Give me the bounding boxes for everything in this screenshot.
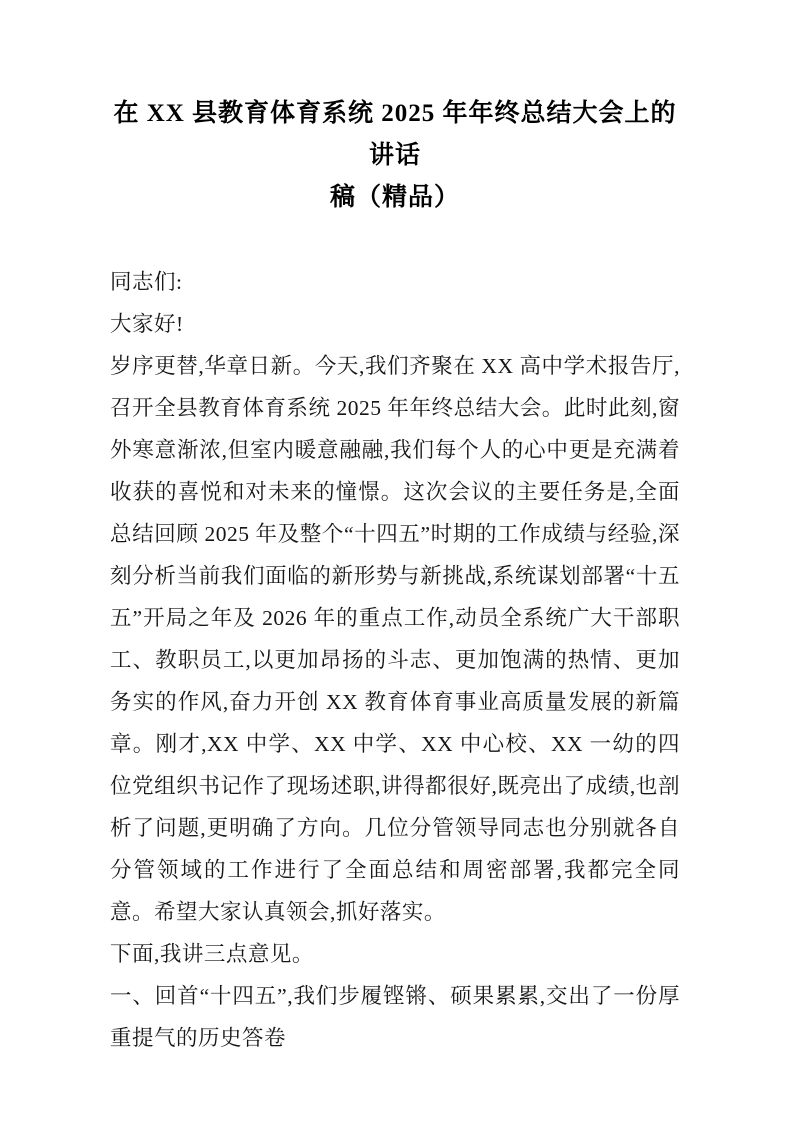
paragraph: 同志们: [110,270,183,294]
paragraph: 下面,我讲三点意见。 [110,942,314,966]
paragraph: 大家好! [110,312,184,336]
document-title-line: 稿（精品） [329,184,460,211]
document-title [110,93,680,219]
document-body [110,261,680,1059]
document-title-line: 在 XX 县教育体育系统 2025 年年终总结大会上的讲话 [113,100,677,169]
paragraph: 一、回首“十四五”,我们步履铿锵、硕果累累,交出了一份厚重提气的历史答卷 [110,984,680,1050]
paragraph: 岁序更替,华章日新。今天,我们齐聚在 XX 高中学术报告厅,召开全县教育体育系统 2025 年年终总结大会。此时此刻,窗外寒意渐浓,但室内暖意融融,我们每个人的心中更是充满着收获的喜悦和对未来的憧憬。这次会议的主要任务是,全面总结回顾 2025 年及整个“十四五”时期的工作成绩与经验,深刻分析当前我们面临的新形势与新挑战,系统谋划部署“十五五”开局之年及 2026 年的重点工作,动员全系统广大干部职工、教职员工,以更加昂扬的斗志、更加饱满的热情、更加务实的作风,奋力开创 XX 教育体育事业高质量发展的新篇章。刚才,XX 中学、XX 中学、XX 中心校、XX 一幼的四位党组织书记作了现场述职,讲得都很好,既亮出了成绩,也剖析了问题,更明确了方向。几位分管领导同志也分别就各自分管领域的工作进行了全面总结和周密部署,我都完全同意。希望大家认真领会,抓好落实。 [110,354,680,924]
